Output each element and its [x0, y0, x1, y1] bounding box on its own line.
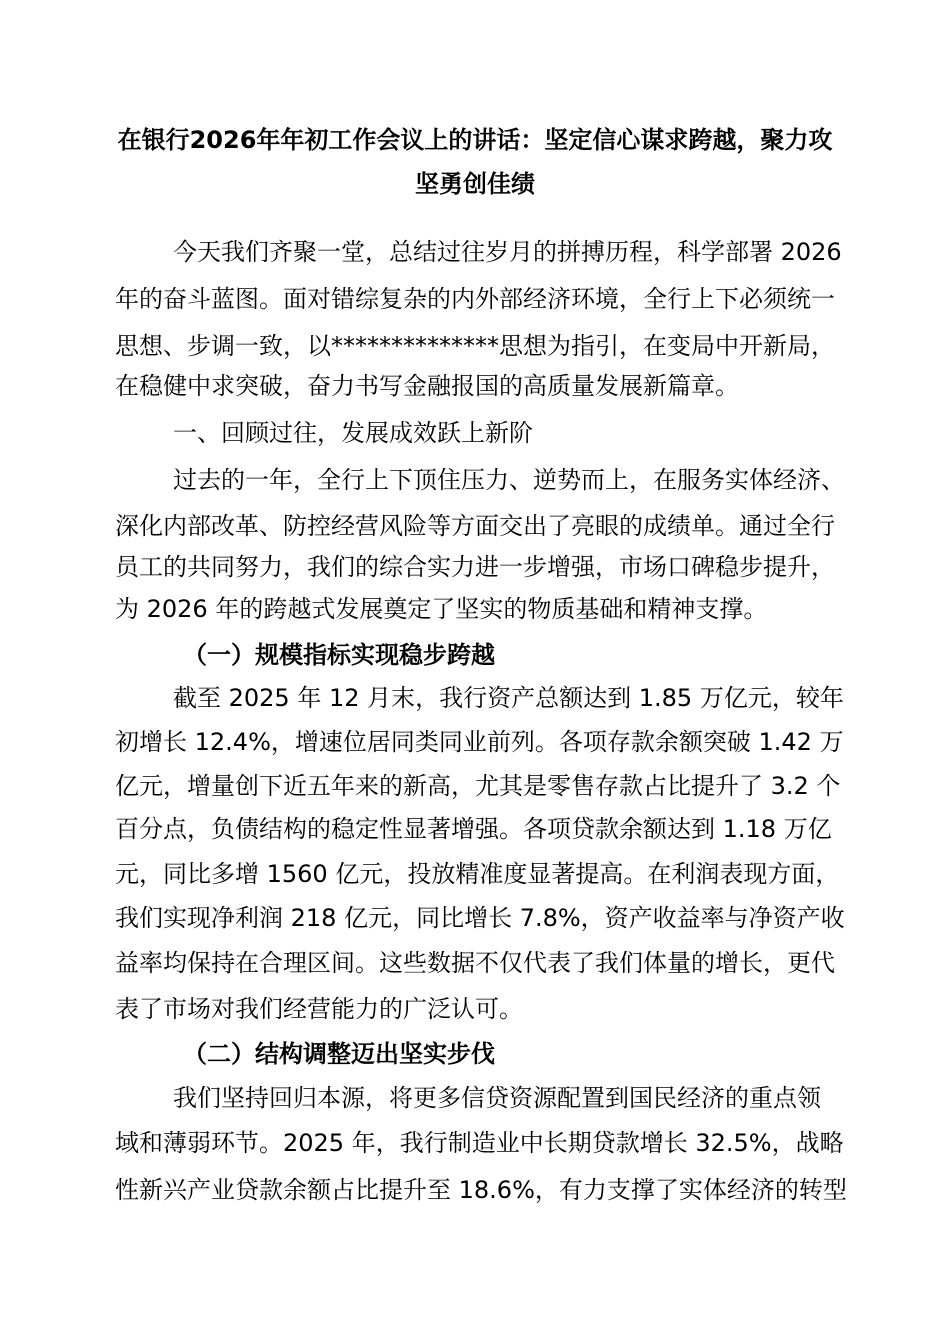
paragraph-line: 益率均保持在合理区间。这些数据不仅代表了我们体量的增长，更代	[115, 949, 835, 977]
paragraph-line: 为 2026 年的跨越式发展奠定了坚实的物质基础和精神支撑。	[115, 595, 768, 623]
paragraph-line: 员工的共同努力，我们的综合实力进一步增强，市场口碑稳步提升，	[115, 553, 835, 581]
paragraph-line: 性新兴产业贷款余额占比提升至 18.6%，有力支撑了实体经济的转型	[115, 1176, 847, 1204]
document-title-line: 在银行2026年年初工作会议上的讲话：坚定信心谋求跨越，聚力攻	[117, 126, 833, 154]
paragraph-line: 深化内部改革、防控经营风险等方面交出了亮眼的成绩单。通过全行	[115, 512, 835, 540]
paragraph-line: 初增长 12.4%，增速位居同类同业前列。各项存款余额突破 1.42 万	[115, 728, 844, 756]
paragraph-line: 在稳健中求突破，奋力书写金融报国的高质量发展新篇章。	[115, 372, 739, 400]
section-heading: （二）结构调整迈出坚实步伐	[183, 1040, 495, 1068]
paragraph-line: 百分点，负债结构的稳定性显著增强。各项贷款余额达到 1.18 万亿	[115, 815, 832, 843]
paragraph-line: 我们坚持回归本源，将更多信贷资源配置到国民经济的重点领	[173, 1084, 821, 1112]
paragraph-line: 年的奋斗蓝图。面对错综复杂的内外部经济环境，全行上下必须统一	[115, 285, 835, 313]
paragraph-line: 元，同比多增 1560 亿元，投放精准度显著提高。在利润表现方面，	[115, 860, 840, 888]
paragraph-line: 思想、步调一致，以**************思想为指引，在变局中开新局，	[115, 332, 835, 360]
document-title-line: 坚勇创佳绩	[415, 170, 535, 198]
paragraph-line: 亿元，增量创下近五年来的新高，尤其是零售存款占比提升了 3.2 个	[115, 772, 841, 800]
section-heading: （一）规模指标实现稳步跨越	[183, 641, 495, 669]
paragraph-line: 一、回顾过往，发展成效跃上新阶	[173, 419, 533, 447]
paragraph-line: 今天我们齐聚一堂，总结过往岁月的拼搏历程，科学部署 2026	[173, 238, 842, 266]
paragraph-line: 过去的一年，全行上下顶住压力、逆势而上，在服务实体经济、	[173, 466, 845, 494]
paragraph-line: 表了市场对我们经营能力的广泛认可。	[115, 995, 523, 1023]
paragraph-line: 我们实现净利润 218 亿元，同比增长 7.8%，资产收益率与净资产收	[115, 904, 845, 932]
paragraph-line: 域和薄弱环节。2025 年，我行制造业中长期贷款增长 32.5%，战略	[115, 1129, 844, 1157]
paragraph-line: 截至 2025 年 12 月末，我行资产总额达到 1.85 万亿元，较年	[173, 684, 844, 712]
